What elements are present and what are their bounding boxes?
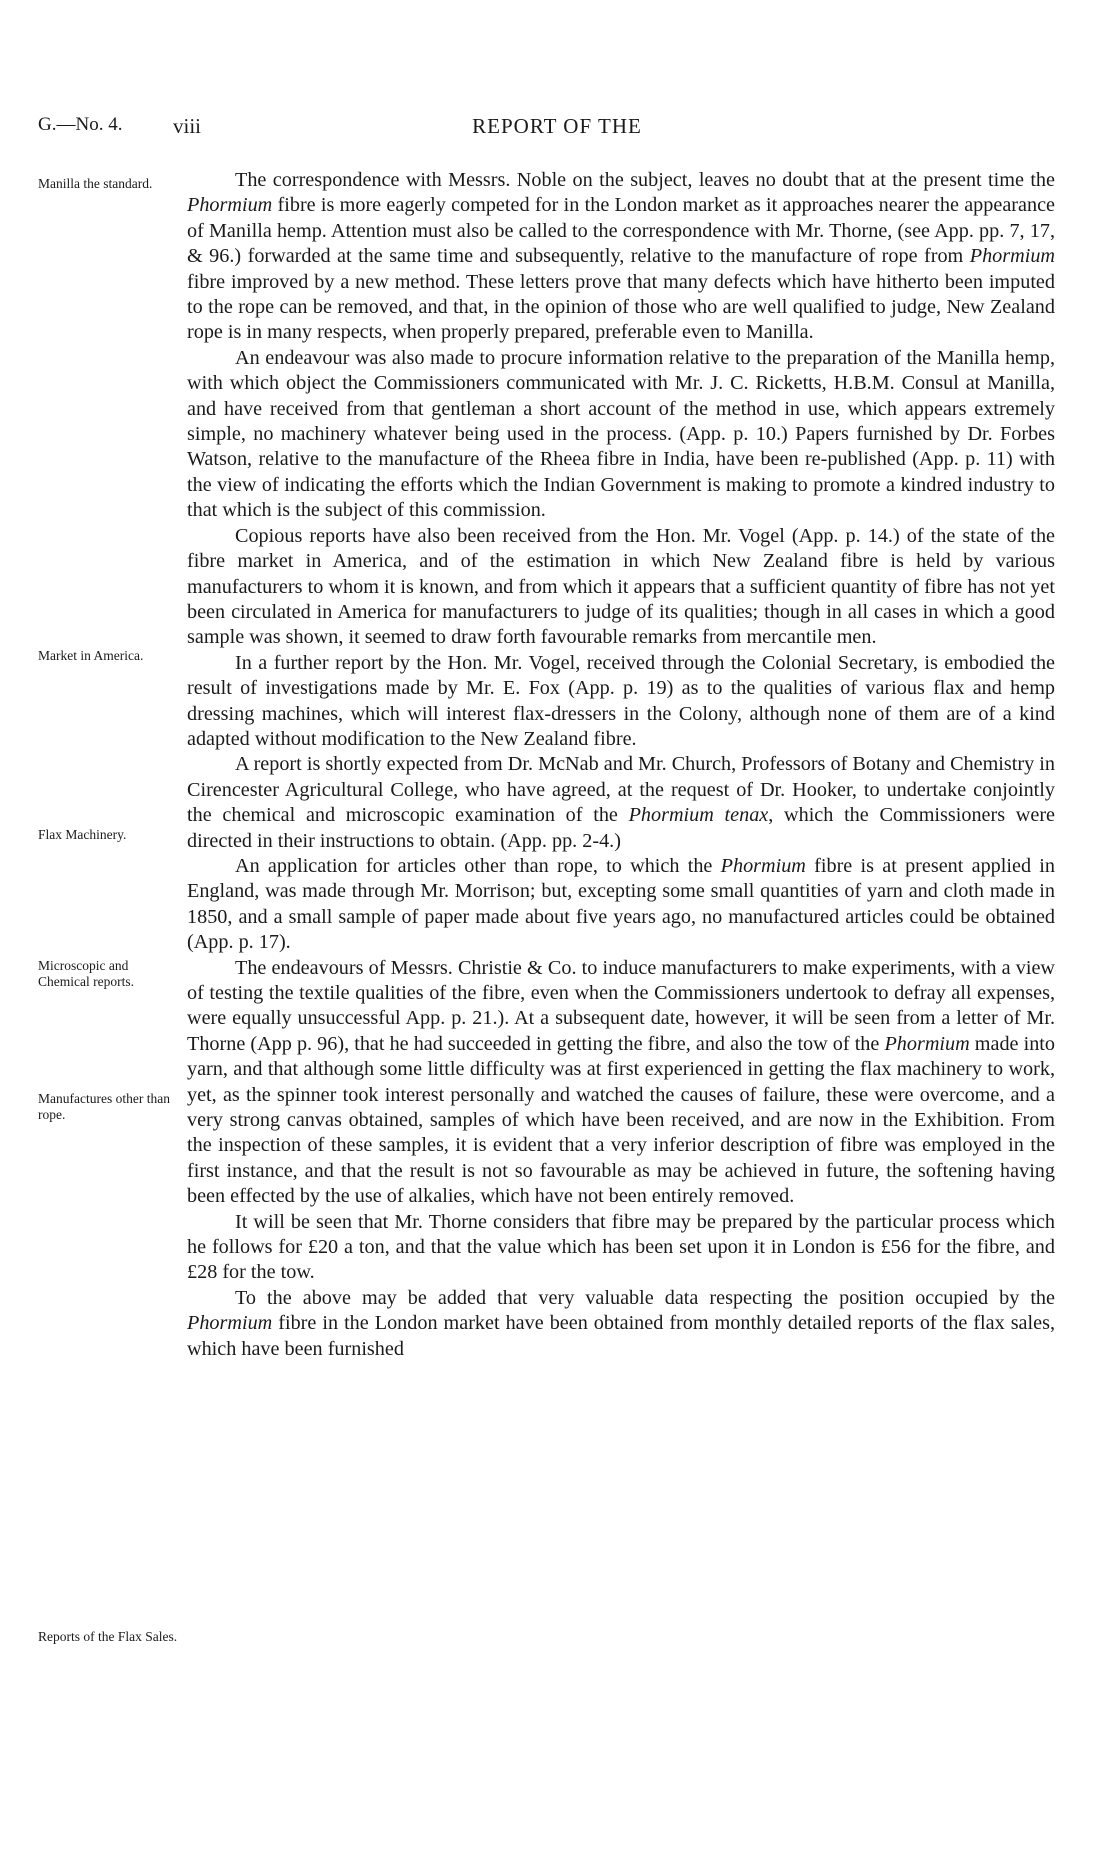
paragraph: In a further report by the Hon. Mr. Vogel, received through the Colonial Secretary, is embodied the result of investigations made by Mr. E. Fox (App. p. 19) as to the qualities of various flax and hemp dressing machines, which will interest flax-dressers in the Colony, although none of them are of a kind adapted without modification to the New Zealand fibre. [187,651,1055,750]
body-text [187,168,1055,1362]
marginal-note-microscopic: Microscopic and Chemical reports. [38,958,134,989]
paragraph: The endeavours of Messrs. Christie & Co. to induce manufacturers to make experiments, with a view of testing the textile qualities of the fibre, even when the Commissioners undertook to defray all expenses, were equally unsuccessful App. p. 21.). At a subsequent date, however, it will be seen from a letter of Mr. Thorne (App p. 96), that he had succeeded in getting the fibre, and also the tow of the Phormium made into yarn, and that although some little difficulty was at first experienced in getting the flax machinery to work, yet, as the spinner took interest personally and watched the causes of failure, these were overcome, and a very strong canvas obtained, samples of which have been received, and are now in the Exhibition. From the inspection of these samples, it is evident that a very inferior description of fibre was employed in the first instance, and that the result is not so favourable as may be achieved in future, the softening having been effected by the use of alkalies, which have not been entirely removed. [187,956,1055,1208]
page-number: viii [173,114,202,138]
marginal-note-machinery: Flax Machinery. [38,827,127,842]
paragraph: An endeavour was also made to procure information relative to the preparation of the Manilla hemp, with which object the Commissioners communicated with Mr. J. C. Ricketts, H.B.M. Consul at Manilla, and have received from that gentleman a short account of the method in use, which appears extremely simple, no machinery whatever being used in the process. (App. p. 10.) Papers furnished by Dr. Forbes Watson, relative to the manufacture of the Rheea fibre in India, have been re-published (App. p. 11) with the view of indicating the efforts which the Indian Government is making to promote a kindred industry to that which is the subject of this commission. [187,346,1055,522]
marginal-note-market: Market in America. [38,648,144,663]
page-header [0,114,1114,144]
paragraph: An application for articles other than rope, to which the Phormium fibre is at present applied in England, was made through Mr. Morrison; but, excepting some small quantities of yarn and cloth made in 1850, and a small sample of paper made about five years ago, no manufactured articles could be obtained (App. p. 17). [187,854,1056,954]
running-title: REPORT OF THE [472,114,642,138]
marginal-note-flax-sales: Reports of the Flax Sales. [38,1629,178,1644]
paragraph: It will be seen that Mr. Thorne considers that fibre may be prepared by the particular process which he follows for £20 a ton, and that the value which has been set upon it in London is £56 for the fibre, and £28 for the tow. [187,1210,1055,1284]
paragraph: To the above may be added that very valuable data respecting the position occupied by the Phormium fibre in the London market have been obtained from monthly detailed reports of the flax sales, which have been furnished [187,1286,1055,1360]
marginal-note-manilla: Manilla the standard. [38,176,153,191]
marginal-note-manufactures: Manufactures other than rope. [38,1091,170,1122]
paragraph: A report is shortly expected from Dr. McNab and Mr. Church, Professors of Botany and Chemistry in Cirencester Agricultural College, who have agreed, at the request of Dr. Hooker, to undertake conjointly the chemical and microscopic examination of the Phormium tenax, which the Commissioners were directed in their instructions to obtain. (App. pp. 2-4.) [187,753,1056,852]
paragraph: Copious reports have also been received from the Hon. Mr. Vogel (App. p. 14.) of the state of the fibre market in America, and of the estimation in which New Zealand fibre is held by various manufacturers to whom it is known, and from which it appears that a sufficient quantity of fibre has not yet been circulated in America for manufacturers to judge of its qualities; though in all cases in which a good sample was shown, it seemed to draw forth favourable remarks from mercantile men. [187,524,1055,649]
series-number: G.—No. 4. [38,114,123,135]
paragraph: The correspondence with Messrs. Noble on the subject, leaves no doubt that at the present time the Phormium fibre is more eagerly competed for in the London market as it approaches nearer the appearance of Manilla hemp. Attention must also be called to the correspondence with Mr. Thorne, (see App. pp. 7, 17, & 96.) forwarded at the same time and subsequently, relative to the manufacture of rope from Phormium fibre improved by a new method. These letters prove that many defects which have hitherto been imputed to the rope can be removed, and that, in the opinion of those who are well qualified to judge, New Zealand rope is in many respects, when properly prepared, preferable even to Manilla. [187,169,1055,344]
